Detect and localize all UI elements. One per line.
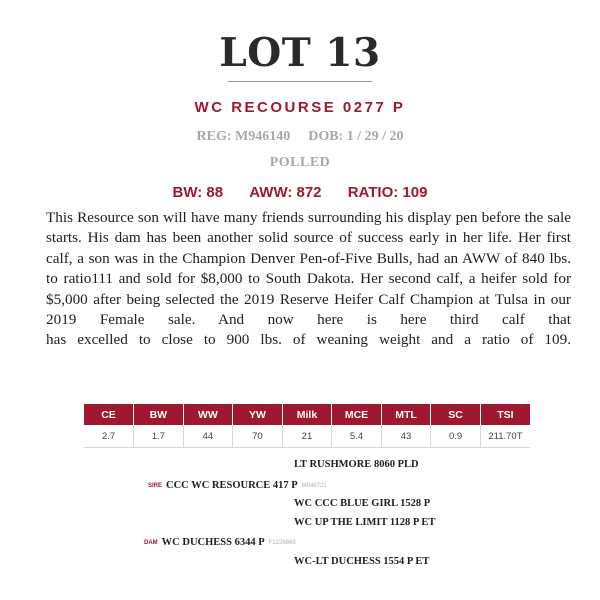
registration-line (0, 129, 600, 145)
epd-value: 2.7 (84, 425, 134, 448)
epd-header: MCE (332, 404, 382, 425)
stat-ratio: RATIO: 109 (347, 184, 428, 201)
pedigree-sire-sire: LT RUSHMORE 8060 PLD (294, 459, 419, 470)
pedigree-dam-dam: WC-LT DUCHESS 1554 P ET (294, 556, 430, 567)
epd-header: SC (431, 404, 481, 425)
epd-value: 5.4 (332, 425, 382, 448)
sire-reg-number: M846721 (301, 483, 327, 489)
epd-value: 211.70T (480, 425, 530, 448)
date-of-birth: DOB: 1 / 29 / 20 (308, 129, 404, 144)
description-body: This Resource son will have many friends surrounding his display pen before the sale starts. His dam has been another solid source of success early in her life. Her first calf, a son was in the Champion Denver Pen-of-Five Bulls, had an AWW of 840 lbs. to ratio111 and sold for $8,000 to South Dakota. Her second calf, a heifer sold for $5,000 after being selected the 2019 Reserve Heifer Calf Champion at Tulsa in our 2019 Female sale. And now here is here third calf that (46, 209, 571, 329)
lot-description (46, 208, 571, 351)
pedigree-dam-sire: WC UP THE LIMIT 1128 P ET (294, 517, 436, 528)
animal-name: WC RECOURSE 0277 P (194, 99, 406, 116)
epd-value-row (84, 425, 530, 448)
registration-number: REG: M946140 (196, 129, 291, 144)
epd-value: 0.9 (431, 425, 481, 448)
epd-header: MTL (381, 404, 431, 425)
sire-name: CCC WC RESOURCE 417 P (166, 480, 298, 491)
dam-role-label: DAM (144, 540, 158, 546)
epd-header: Milk (282, 404, 332, 425)
epd-value: 1.7 (134, 425, 184, 448)
performance-stats (0, 184, 600, 201)
pedigree-dam (144, 537, 296, 548)
epd-header: TSI (480, 404, 530, 425)
epd-header: WW (183, 404, 233, 425)
sire-role-label: SIRE (148, 483, 163, 489)
dam-name: WC DUCHESS 6344 P (161, 537, 265, 548)
lot-title: LOT 13 (219, 30, 381, 76)
stat-aww: AWW: 872 (249, 184, 322, 201)
epd-header-row (84, 404, 530, 425)
epd-header: CE (84, 404, 134, 425)
epd-header: BW (134, 404, 184, 425)
epd-value: 70 (233, 425, 283, 448)
epd-table (84, 404, 530, 448)
title-divider (228, 81, 372, 82)
epd-value: 21 (282, 425, 332, 448)
epd-value: 43 (381, 425, 431, 448)
pedigree-sire-dam: WC CCC BLUE GIRL 1528 P (294, 498, 431, 509)
epd-header: YW (233, 404, 283, 425)
epd-value: 44 (183, 425, 233, 448)
stat-bw: BW: 88 (172, 184, 224, 201)
dam-reg-number: F1226668 (268, 540, 296, 546)
pedigree-sire (148, 480, 327, 491)
description-last-line: has excelled to close to 900 lbs. of weaning weight and a ratio of 109. (46, 331, 571, 349)
polled-status: POLLED (269, 155, 331, 170)
